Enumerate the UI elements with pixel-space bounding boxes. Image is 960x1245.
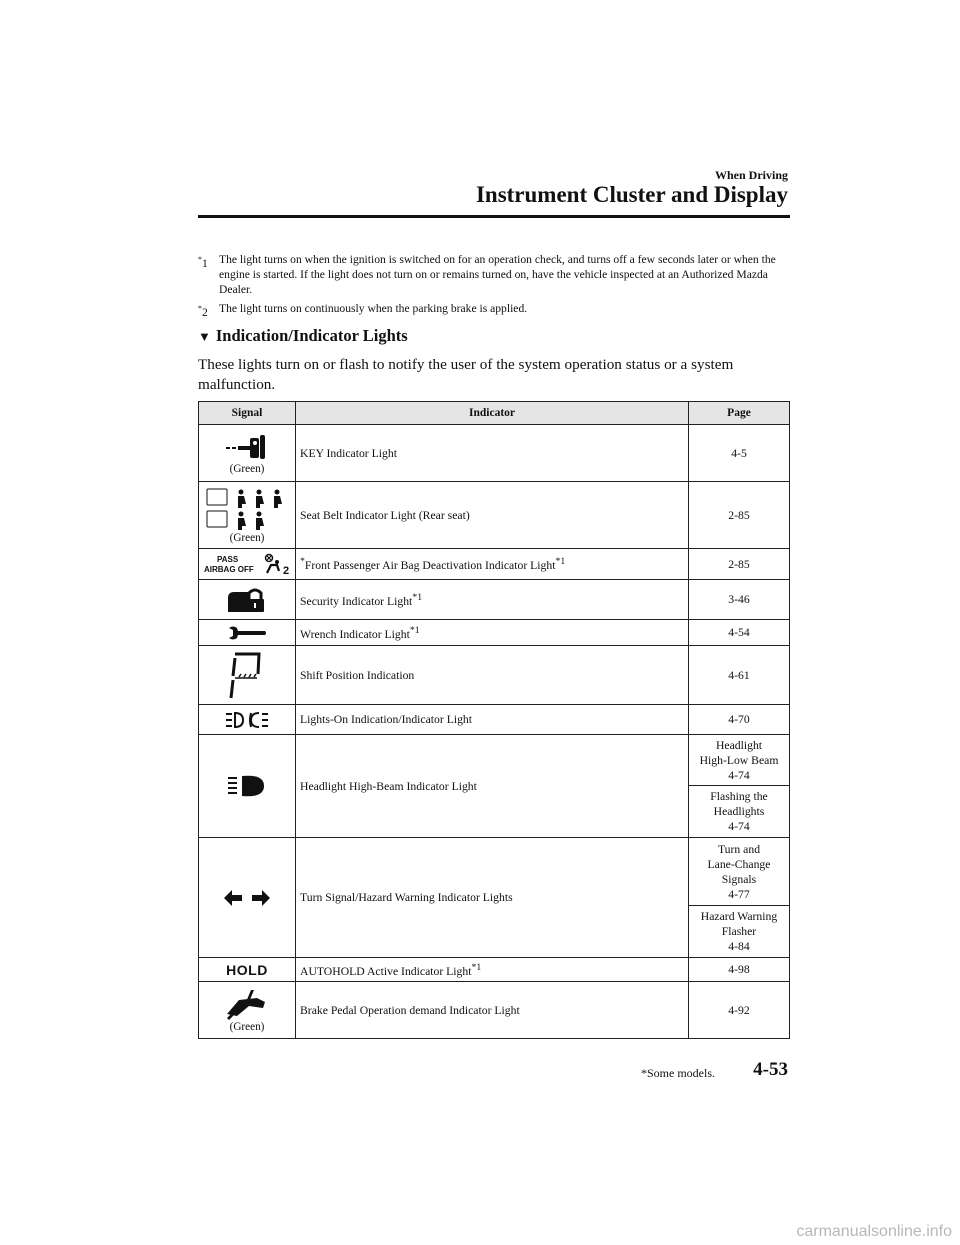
signal-cell: [199, 735, 296, 838]
intro-paragraph: These lights turn on or flash to notify the user of the system operation status or a system malfunction.: [198, 356, 734, 393]
table-row: [199, 620, 790, 646]
signal-cell: [199, 580, 296, 620]
table-row: [199, 735, 790, 786]
page-cell: 4-92: [689, 982, 790, 1039]
indicator-table: [198, 401, 790, 1039]
svg-text:AIRBAG OFF: AIRBAG OFF: [204, 565, 254, 574]
signal-color-label: (Green): [229, 531, 265, 544]
col-signal: Signal: [199, 402, 296, 425]
table-row: [199, 646, 790, 705]
indicator-cell: AUTOHOLD Active Indicator Light$^{*1}$: [296, 958, 689, 982]
page-cell: 2-85: [689, 482, 790, 549]
page-cell: [689, 735, 790, 786]
table-row: [199, 549, 790, 580]
autohold-icon: HOLD: [226, 961, 268, 978]
indicator-cell: Headlight High-Beam Indicator Light: [296, 735, 689, 838]
section-heading: [198, 326, 408, 346]
signal-cell: [199, 958, 296, 982]
some-models-note: *Some models.: [641, 1066, 715, 1080]
high-beam-icon: [228, 774, 266, 798]
col-page: Page: [689, 402, 790, 425]
seat-belt-rear-icon: [205, 487, 289, 531]
table-row: [199, 482, 790, 549]
page-cell: [689, 786, 790, 838]
triangle-marker: ▼: [198, 329, 211, 344]
lights-on-icon: [225, 710, 269, 730]
security-icon: [226, 586, 268, 614]
page-ref: Headlight High-Low Beam 4-74: [699, 738, 779, 782]
svg-text:2: 2: [283, 565, 290, 575]
page-number: 4-53: [753, 1059, 788, 1080]
footnote-text: The light turns on when the ignition is switched on for an operation check, and turns off a few seconds later or when the engine is started. If the light does not turn on or remains turned on, have the vehicle inspected at an Authorized Mazda Dealer.: [219, 253, 776, 296]
page-ref: Turn and Lane-Change Signals 4-77: [707, 842, 771, 901]
watermark: carmanualsonline.info: [796, 1223, 952, 1240]
signal-cell: [199, 838, 296, 958]
footnotes: [198, 252, 790, 324]
table-row: [199, 982, 790, 1039]
indicator-cell: KEY Indicator Light: [296, 425, 689, 482]
table-row: [199, 838, 790, 906]
footnote-1: [198, 252, 790, 297]
section-label: When Driving: [714, 168, 788, 182]
title-rule: [198, 215, 790, 218]
signal-cell: [199, 646, 296, 705]
page-cell: 3-46: [689, 580, 790, 620]
indicator-cell: Lights-On Indication/Indicator Light: [296, 705, 689, 735]
footnote-text: The light turns on continuously when the parking brake is applied.: [219, 302, 528, 315]
signal-cell: [199, 549, 296, 580]
key-icon: [225, 432, 269, 462]
table-row: [199, 580, 790, 620]
table-row: [199, 958, 790, 982]
svg-text:PASS: PASS: [217, 555, 239, 564]
pass-airbag-off-icon: [203, 553, 291, 575]
wrench-icon: [227, 625, 267, 641]
footnote-mark: *2: [198, 304, 208, 319]
col-indicator: Indicator: [296, 402, 689, 425]
footnote-2: [198, 301, 790, 320]
page-cell: 4-5: [689, 425, 790, 482]
footnote-mark: *1: [198, 255, 208, 270]
turn-signal-icon: [224, 890, 270, 906]
signal-color-label: (Green): [229, 462, 265, 475]
indicator-cell: Security Indicator Light$^{*1}$: [296, 580, 689, 620]
signal-cell: [199, 982, 296, 1039]
indicator-cell: *Front Passenger Air Bag Deactivation Indicator Light$^{*1}$: [296, 549, 689, 580]
shift-position-icon: [229, 650, 265, 700]
signal-cell: [199, 482, 296, 549]
signal-cell: [199, 620, 296, 646]
signal-cell: [199, 705, 296, 735]
indicator-cell: Shift Position Indication: [296, 646, 689, 705]
indicator-cell: Brake Pedal Operation demand Indicator Light: [296, 982, 689, 1039]
brake-pedal-icon: [225, 988, 269, 1020]
page-cell: 4-61: [689, 646, 790, 705]
table-row: [199, 425, 790, 482]
table-row: [199, 705, 790, 735]
table-header-row: [199, 402, 790, 425]
page-cell: 4-98: [689, 958, 790, 982]
page-ref: Flashing the Headlights 4-74: [710, 790, 768, 833]
signal-cell: [199, 425, 296, 482]
indicator-cell: Wrench Indicator Light$^{*1}$: [296, 620, 689, 646]
page-cell: 2-85: [689, 549, 790, 580]
page-title: Instrument Cluster and Display: [475, 182, 788, 207]
page-cell: 4-70: [689, 705, 790, 735]
page-cell: 4-54: [689, 620, 790, 646]
page-ref: Hazard Warning Flasher 4-84: [700, 910, 778, 953]
indicator-cell: Seat Belt Indicator Light (Rear seat): [296, 482, 689, 549]
page-cell: [689, 838, 790, 906]
signal-color-label: (Green): [229, 1020, 265, 1033]
page-cell: [689, 906, 790, 958]
section-heading-text: Indication/Indicator Lights: [215, 326, 408, 345]
indicator-cell: Turn Signal/Hazard Warning Indicator Lights: [296, 838, 689, 958]
